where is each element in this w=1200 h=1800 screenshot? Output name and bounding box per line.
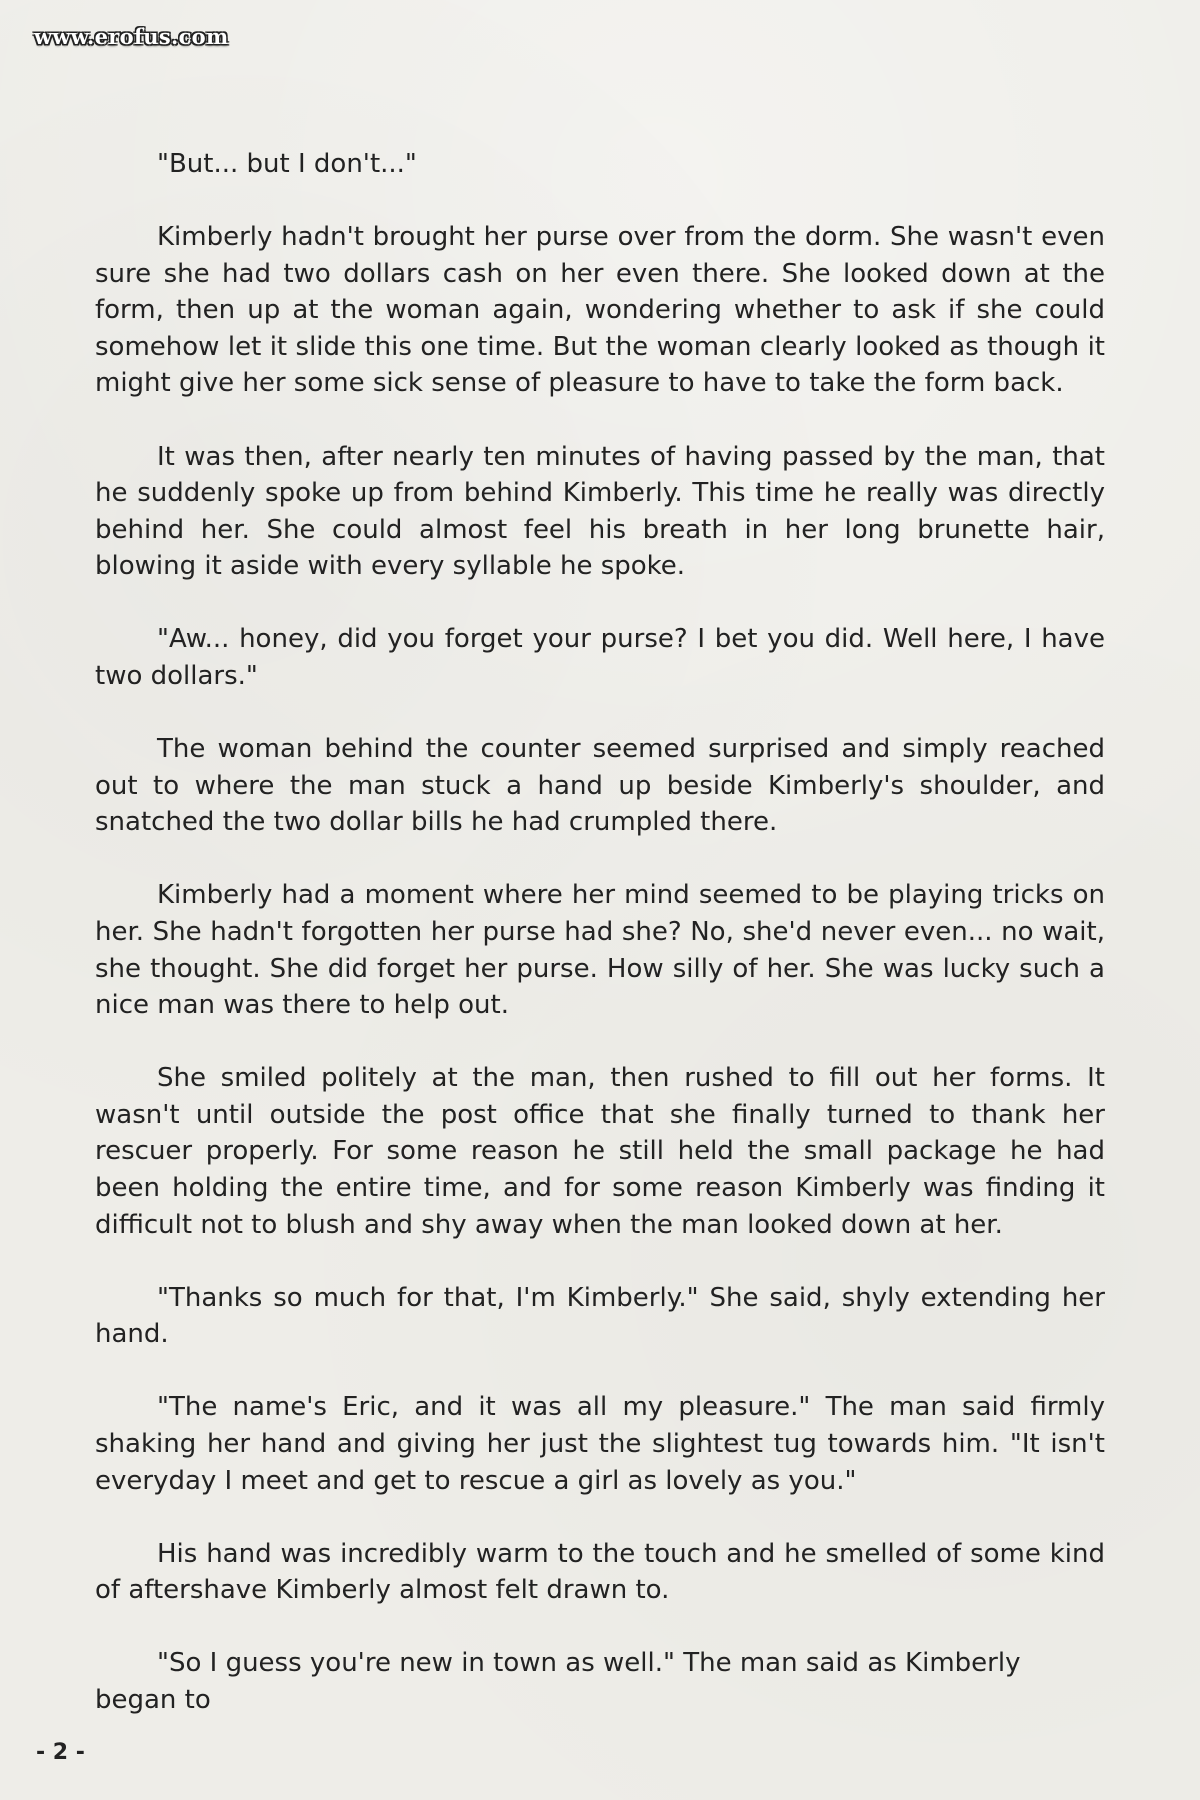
paragraph-2: Kimberly hadn't brought her purse over from the dorm. She wasn't even sure she had two dollars cash on her even there. She looked down at the form, then up at the woman again, wondering whether to ask if she could somehow let it slide this one time. But the woman clearly looked as though it might give her some sick sense of pleasure to have to take the form back. (95, 222, 1105, 399)
paragraph-10: His hand was incredibly warm to the touch and he smelled of some kind of aftershave Kimberly almost felt drawn to. (95, 1538, 1105, 1606)
paragraph-6: Kimberly had a moment where her mind seemed to be playing tricks on her. She hadn't forgotten her purse had she? No, she'd never even... no wait, she thought. She did forget her purse. How silly of her. She was lucky such a nice man was there to help out. (95, 880, 1105, 1021)
paragraph-3: It was then, after nearly ten minutes of having passed by the man, that he suddenly spoke up from behind Kimberly. This time he really was directly behind her. She could almost feel his breath in her long brunette hair, blowing it aside with every syllable he spoke. (95, 441, 1105, 582)
page-number: - 2 - (36, 1740, 85, 1765)
watermark-text: www.erofus.com (34, 24, 229, 49)
paragraph-9: "The name's Eric, and it was all my pleasure." The man said firmly shaking her hand and giving her just the slightest tug towards him. "It isn't everyday I meet and get to rescue a girl as lovely as you." (95, 1392, 1105, 1496)
paragraph-4: "Aw... honey, did you forget your purse? I bet you did. Well here, I have two dollars." (95, 624, 1105, 692)
paragraph-8: "Thanks so much for that, I'm Kimberly." She said, shyly extending her hand. (95, 1282, 1105, 1350)
paragraph-7: She smiled politely at the man, then rushed to fill out her forms. It wasn't until outside the post office that she finally turned to thank her rescuer properly. For some reason he still held the small package he had been holding the entire time, and for some reason Kimberly was finding it difficult not to blush and shy away when the man looked down at her. (95, 1063, 1105, 1240)
story-body (95, 146, 1105, 1755)
paragraph-5: The woman behind the counter seemed surprised and simply reached out to where the man stuck a hand up beside Kimberly's shoulder, and snatched the two dollar bills he had crumpled there. (95, 734, 1105, 838)
paragraph-11: "So I guess you're new in town as well." The man said as Kimberly began to (95, 1648, 1021, 1715)
paragraph-1: "But... but I don't..." (157, 149, 417, 179)
